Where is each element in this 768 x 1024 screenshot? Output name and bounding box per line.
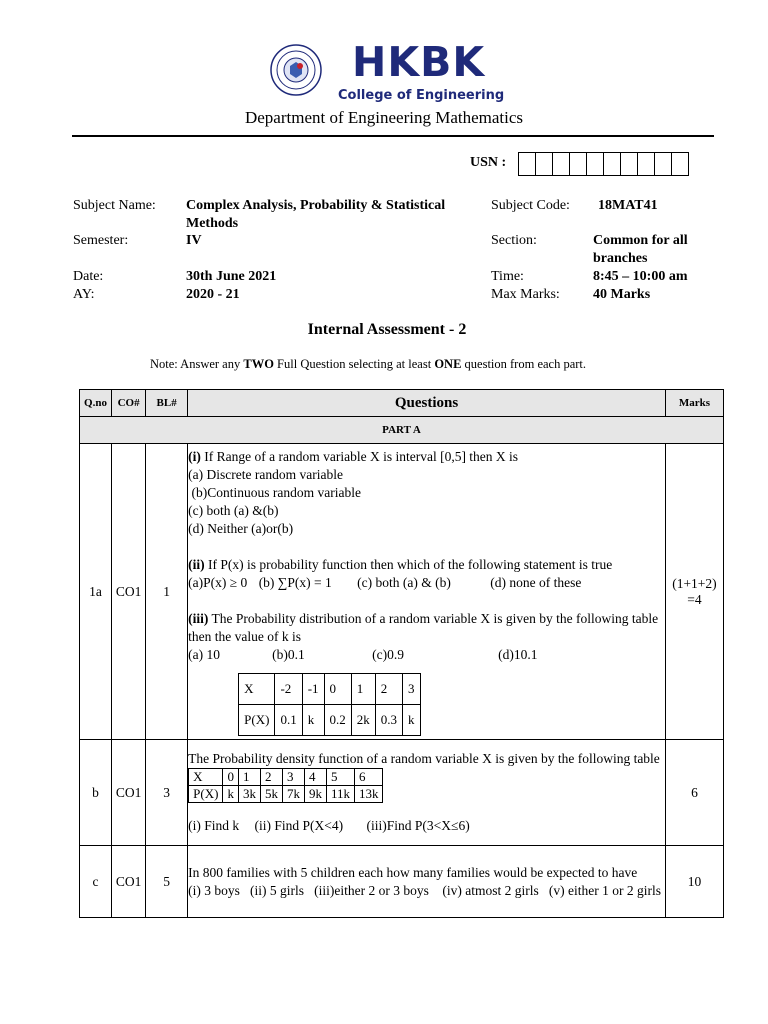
max-marks: 40 Marks [593, 287, 651, 302]
usn-label: USN : [470, 155, 507, 170]
college-seal-logo [270, 44, 322, 96]
time: 8:45 – 10:00 am [593, 269, 688, 284]
part-a-row [80, 417, 724, 444]
subject-name-label: Subject Name: [73, 198, 156, 213]
question-text: In 800 families with 5 children each how many families would be expected to have (i) 3 boys (ii) 5 girls (iii)either 2 or 3 boys (iv) atmost 2 girls (v) either 1 or 2 girls [188, 846, 666, 918]
bl: 5 [146, 846, 188, 918]
header-divider [72, 135, 714, 137]
qno: c [80, 846, 112, 918]
distribution-table-1a: X -2 -1 0 1 2 3 P(X) 0.1 k 0.2 2k 0.3 k [238, 673, 420, 736]
marks: (1+1+2) =4 [665, 444, 723, 740]
marks: 10 [665, 846, 723, 918]
date: 30th June 2021 [186, 269, 277, 284]
co: CO1 [112, 444, 146, 740]
ay-label: AY: [73, 287, 95, 302]
subject-name: Complex Analysis, Probability & Statistical Methods [186, 198, 446, 231]
header-qno: Q.no [80, 390, 112, 417]
college-subtitle: College of Engineering [338, 88, 505, 103]
section: Common for all branches [593, 233, 688, 266]
usn-input-boxes[interactable] [519, 152, 689, 176]
question-row-1b [80, 740, 724, 846]
co: CO1 [112, 740, 146, 846]
marks: 6 [665, 740, 723, 846]
usn-box[interactable] [518, 152, 536, 176]
question-table [79, 389, 724, 918]
usn-box[interactable] [671, 152, 689, 176]
max-marks-label: Max Marks: [491, 287, 560, 302]
usn-box[interactable] [535, 152, 553, 176]
co: CO1 [112, 846, 146, 918]
qno: 1a [80, 444, 112, 740]
usn-box[interactable] [586, 152, 604, 176]
usn-box[interactable] [603, 152, 621, 176]
bl: 3 [146, 740, 188, 846]
date-label: Date: [73, 269, 104, 284]
header-questions: Questions [188, 390, 666, 417]
subject-code-label: Subject Code: [491, 198, 570, 213]
usn-box[interactable] [569, 152, 587, 176]
table-header-row [80, 390, 724, 417]
semester: IV [186, 233, 202, 248]
header-co: CO# [112, 390, 146, 417]
college-brand: HKBK [352, 38, 486, 86]
qno: b [80, 740, 112, 846]
section-label: Section: [491, 233, 537, 248]
usn-box[interactable] [552, 152, 570, 176]
usn-box[interactable] [637, 152, 655, 176]
part-a-label: PART A [80, 417, 724, 444]
assessment-title: Internal Assessment - 2 [307, 321, 467, 338]
ay: 2020 - 21 [186, 287, 240, 302]
distribution-table-1b: X 0 1 2 3 4 5 6 P(X) k 3k 5k 7k 9k 11k 13k [188, 768, 383, 803]
question-text: (i) If Range of a random variable X is interval [0,5] then X is (a) Discrete random variable (b)Continuous random variable (c) both (a) &(b) (d) Neither (a)or(b) (ii) If P(x) is probability function then which of the following statement is true (a)P(x) ≥ 0 (b) ∑P(x) = 1 (c) both (a) & (b) (d) none of these (iii) The Probability distribution of a random variable X is given by the following table then the value of k is (a) 10 (b)0.1 (c)0.9 (d)10.1 X -2 -1 0 1 2 3 P(X) 0.1 k 0.2 2k 0.3 k [188, 444, 666, 740]
usn-box[interactable] [654, 152, 672, 176]
question-row-1a [80, 444, 724, 740]
time-label: Time: [491, 269, 524, 284]
question-row-1c [80, 846, 724, 918]
header-bl: BL# [146, 390, 188, 417]
header-marks: Marks [665, 390, 723, 417]
subject-code: 18MAT41 [598, 198, 658, 213]
question-text: The Probability density function of a random variable X is given by the following table X 0 1 2 3 4 5 6 P(X) k 3k 5k 7k 9k 11k 13k (i) Find k (ii) Find P(X<4) (iii)Find P(3<X≤6) [188, 740, 666, 846]
semester-label: Semester: [73, 233, 129, 248]
instruction-note: Note: Answer any TWO Full Question selecting at least ONE question from each part. [149, 357, 587, 371]
department-title: Department of Engineering Mathematics [244, 108, 524, 127]
bl: 1 [146, 444, 188, 740]
usn-box[interactable] [620, 152, 638, 176]
